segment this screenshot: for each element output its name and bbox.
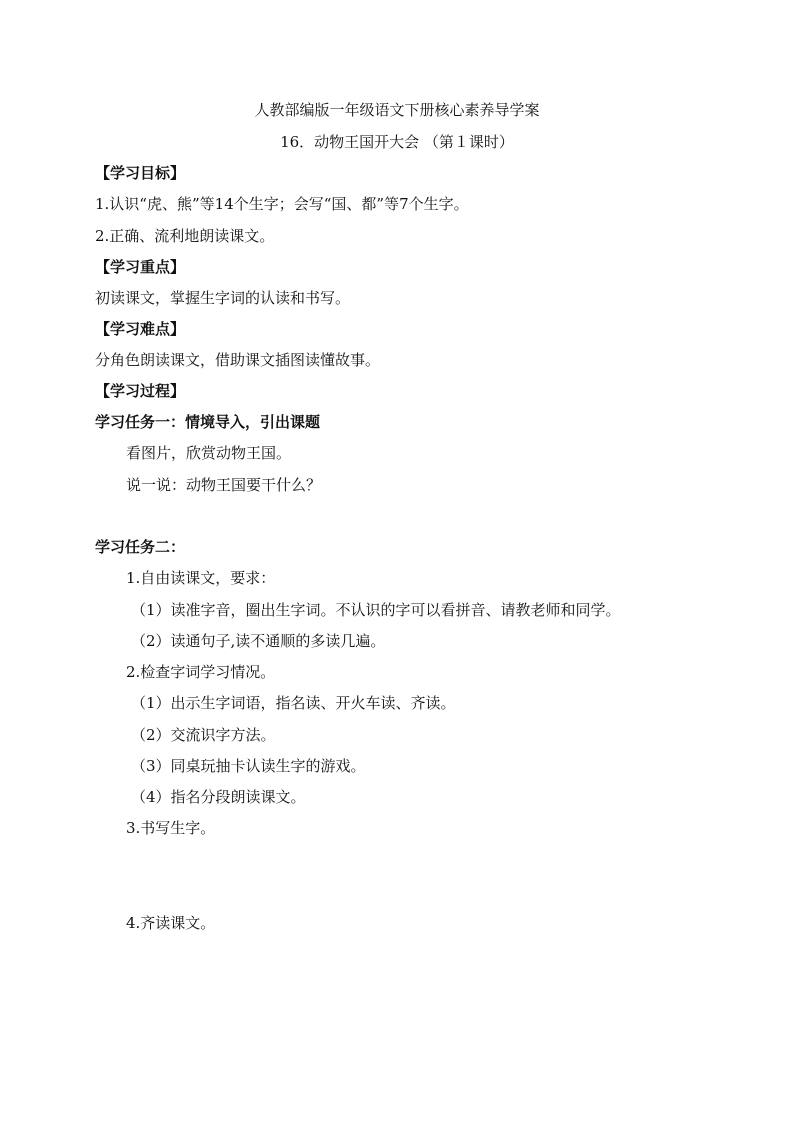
difficulties-text: 分角色朗读课文，借助课文插图读懂故事。 <box>95 351 381 369</box>
document-title: 人教部编版一年级语文下册核心素养导学案 <box>254 101 540 119</box>
task-two-item-2-sub-1: （1）出示生字词语，指名读、开火车读、齐读。 <box>131 694 456 712</box>
task-two-item-2-sub-3: （3）同桌玩抽卡认读生字的游戏。 <box>131 757 366 775</box>
task-two-item-1: 1.自由读课文，要求： <box>126 569 276 587</box>
task-two-item-3: 3.书写生字。 <box>126 819 216 837</box>
task-two-item-1-sub-1: （1）读准字音，圈出生字词。不认识的字可以看拼音、请教老师和同学。 <box>131 601 621 619</box>
task-two-item-2-sub-2: （2）交流识字方法。 <box>131 726 276 744</box>
process-heading: 【学习过程】 <box>95 382 186 400</box>
task-one-title: 学习任务一：情境导入，引出课题 <box>95 413 321 431</box>
key-points-heading: 【学习重点】 <box>95 258 186 276</box>
task-two-item-1-sub-2: （2）读通句子,读不通顺的多读几遍。 <box>131 632 386 650</box>
task-two-item-2-sub-4: （4）指名分段朗读课文。 <box>131 788 306 806</box>
key-points-text: 初读课文，掌握生字词的认读和书写。 <box>95 289 351 307</box>
task-two-item-4: 4.齐读课文。 <box>126 914 216 932</box>
difficulties-heading: 【学习难点】 <box>95 320 186 338</box>
task-two-title: 学习任务二： <box>95 538 186 556</box>
task-one-step-2: 说一说：动物王国要干什么？ <box>126 476 322 494</box>
objective-item-2: 2.正确、流利地朗读课文。 <box>95 227 275 245</box>
objectives-heading: 【学习目标】 <box>95 164 186 182</box>
objective-item-1: 1.认识“虎、熊”等14个生字；会写“国、都”等7个生字。 <box>95 195 469 213</box>
task-one-step-1: 看图片，欣赏动物王国。 <box>126 444 292 462</box>
task-two-item-2: 2.检查字词学习情况。 <box>126 663 276 681</box>
lesson-title: 16．动物王国开大会 （第１课时） <box>280 133 514 151</box>
